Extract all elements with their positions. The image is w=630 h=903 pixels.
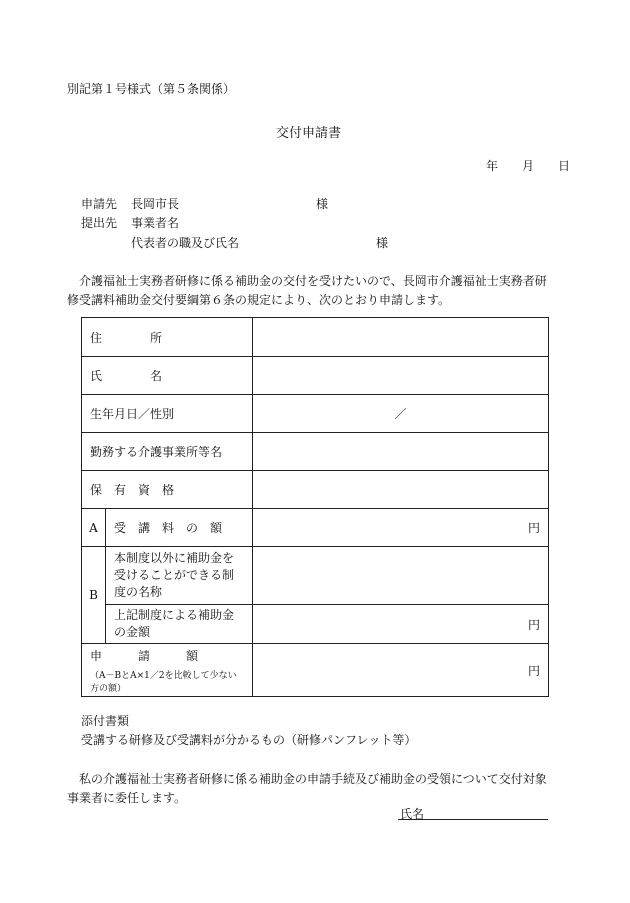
table-row — [82, 433, 549, 471]
workplace-field[interactable] — [253, 433, 549, 471]
table-row — [82, 644, 549, 697]
request-amount-field[interactable]: 円 — [253, 644, 549, 697]
submitter-honorific: 様 — [376, 236, 389, 250]
addressee-honorific: 様 — [316, 197, 329, 211]
business-name-label: 事業者名 — [131, 216, 180, 230]
request-amount-label — [82, 644, 253, 697]
request-note: （A－BとA×1／2を比較して少ない方の額） — [90, 670, 237, 694]
table-row — [82, 357, 549, 395]
row-a-letter: A — [82, 509, 106, 547]
address-label: 住 所 — [82, 318, 253, 357]
other-subsidy-amount-label: 上記制度による補助金の金額 — [106, 605, 253, 644]
signature-label: 氏名 — [400, 807, 425, 821]
birth-gender-label: 生年月日／性別 — [82, 395, 253, 433]
delegation-line-1: 私の介護福祉士実務者研修に係る補助金の申請手続及び補助金の受領について交付対象 — [67, 772, 547, 786]
table-row — [82, 547, 549, 605]
qualification-label: 保 有 資 格 — [82, 471, 253, 509]
workplace-label: 勤務する介護事業所等名 — [82, 433, 253, 471]
form-reference: 別記第１号様式（第５条関係） — [67, 82, 236, 96]
row-b-letter: B — [82, 547, 106, 644]
address-field[interactable] — [253, 318, 549, 357]
addressee-label: 申請先 — [81, 197, 118, 211]
tuition-label: 受 講 料 の 額 — [106, 509, 253, 547]
table-row — [82, 318, 549, 357]
addressee-name: 長岡市長 — [131, 197, 180, 211]
other-subsidy-amount-field[interactable]: 円 — [253, 605, 549, 644]
attachments-heading: 添付書類 — [81, 714, 130, 728]
table-row — [82, 471, 549, 509]
birth-gender-field[interactable]: ／ — [253, 395, 549, 433]
tuition-field[interactable]: 円 — [253, 509, 549, 547]
qualification-field[interactable] — [253, 471, 549, 509]
representative-label: 代表者の職及び氏名 — [131, 236, 240, 250]
submitter-label: 提出先 — [81, 216, 118, 230]
table-row — [82, 605, 549, 644]
intro-line-2: 修受講料補助金交付要綱第６条の規定により、次のとおり申請します。 — [67, 293, 451, 307]
table-row — [82, 395, 549, 433]
name-field[interactable] — [253, 357, 549, 395]
table-row — [82, 509, 549, 547]
other-subsidy-field[interactable] — [253, 547, 549, 605]
application-table — [81, 317, 549, 697]
name-label: 氏 名 — [82, 357, 253, 395]
request-label: 申 請 額 — [90, 648, 199, 663]
attachments-item: 受講する研修及び受講料が分かるもの（研修パンフレット等） — [81, 733, 417, 747]
other-subsidy-label: 本制度以外に補助金を受けることができる制度の名称 — [106, 547, 253, 605]
signature-line[interactable] — [398, 818, 548, 820]
intro-line-1: 介護福祉士実務者研修に係る補助金の交付を受けたいので、長岡市介護福祉士実務者研 — [67, 274, 547, 288]
document-title: 交付申請書 — [276, 126, 342, 141]
date-line: 年 月 日 — [486, 159, 577, 173]
delegation-line-2: 事業者に委任します。 — [67, 791, 187, 805]
